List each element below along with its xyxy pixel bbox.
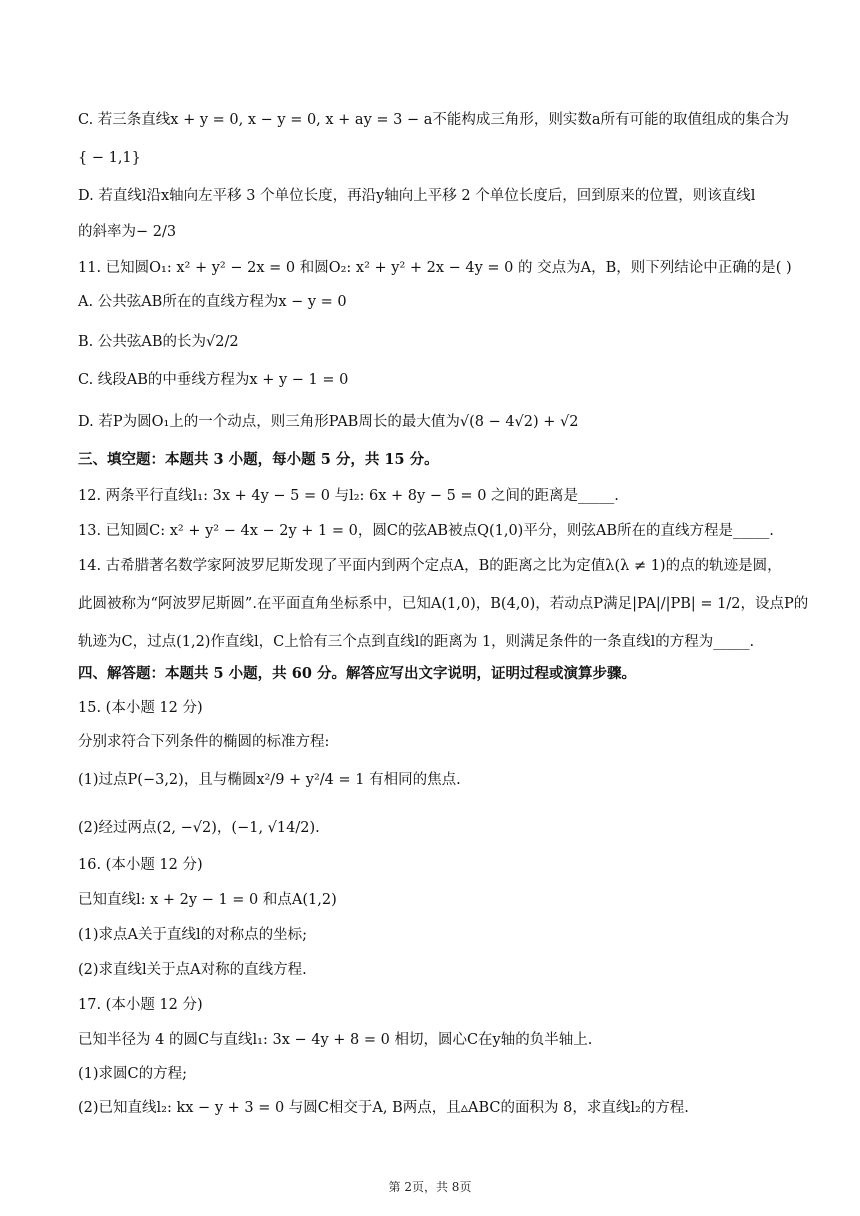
text-line-q12: 12. 两条平行直线l₁: 3x + 4y − 5 = 0 与l₂: 6x + 8y − 5 = 0 之间的距离是_____. xyxy=(78,488,619,504)
text-line-q10c-2: { − 1,1} xyxy=(78,150,141,166)
text-line-q15-intro: 分别求符合下列条件的椭圆的标准方程: xyxy=(78,734,330,750)
text-line-q16-intro: 已知直线l: x + 2y − 1 = 0 和点A(1,2) xyxy=(78,892,337,908)
text-line-q10c-1: C. 若三条直线x + y = 0, x − y = 0, x + ay = 3 − a不能构成三角形，则实数a所有可能的取值组成的集合为 xyxy=(78,112,790,128)
text-line-q11c: C. 线段AB的中垂线方程为x + y − 1 = 0 xyxy=(78,372,349,388)
text-line-q17-1: (1)求圆C的方程; xyxy=(78,1066,188,1082)
text-line-q14-2: 此圆被称为“阿波罗尼斯圆”.在平面直角坐标系中，已知A(1,0)，B(4,0)，若动点P满足|PA|/|PB| = 1/2，设点P的 xyxy=(78,596,809,612)
text-line-q16: 16. (本小题 12 分) xyxy=(78,857,203,873)
text-line-q11: 11. 已知圆O₁: x² + y² − 2x = 0 和圆O₂: x² + y² + 2x − 4y = 0 的 交点为A，B，则下列结论中正确的是( ) xyxy=(78,260,792,276)
text-line-q15-2: (2)经过两点(2, −√2)，(−1, √14/2). xyxy=(78,820,320,836)
text-line-sec4: 四、解答题：本题共 5 小题，共 60 分。解答应写出文字说明，证明过程或演算步骤。 xyxy=(78,665,636,682)
text-line-q10d-1: D. 若直线l沿x轴向左平移 3 个单位长度，再沿y轴向上平移 2 个单位长度后，回到原来的位置，则该直线l xyxy=(78,188,756,204)
text-line-q15-1: (1)过点P(−3,2)，且与椭圆x²/9 + y²/4 = 1 有相同的焦点. xyxy=(78,772,461,788)
text-line-q13: 13. 已知圆C: x² + y² − 4x − 2y + 1 = 0，圆C的弦AB被点Q(1,0)平分，则弦AB所在的直线方程是_____. xyxy=(78,523,774,539)
text-line-q10d-2: 的斜率为− 2/3 xyxy=(78,224,177,240)
text-line-q11a: A. 公共弦AB所在的直线方程为x − y = 0 xyxy=(78,294,347,310)
text-line-q17: 17. (本小题 12 分) xyxy=(78,997,203,1013)
text-line-q14-1: 14. 古希腊著名数学家阿波罗尼斯发现了平面内到两个定点A，B的距离之比为定值λ(λ ≠ 1)的点的轨迹是圆， xyxy=(78,558,782,574)
text-line-q17-intro: 已知半径为 4 的圆C与直线l₁: 3x − 4y + 8 = 0 相切，圆心C在y轴的负半轴上. xyxy=(78,1032,593,1048)
text-line-sec3: 三、填空题：本题共 3 小题，每小题 5 分，共 15 分。 xyxy=(78,451,439,468)
text-line-q11d: D. 若P为圆O₁上的一个动点，则三角形PAB周长的最大值为√(8 − 4√2) + √2 xyxy=(78,414,579,430)
page-footer: 第 2页，共 8页 xyxy=(388,1180,472,1194)
text-line-q16-2: (2)求直线l关于点A对称的直线方程. xyxy=(78,962,307,978)
text-line-q16-1: (1)求点A关于直线l的对称点的坐标; xyxy=(78,927,308,943)
text-line-q15: 15. (本小题 12 分) xyxy=(78,700,203,716)
text-line-q14-3: 轨迹为C，过点(1,2)作直线l，C上恰有三个点到直线l的距离为 1，则满足条件的一条直线l的方程为_____. xyxy=(78,634,755,650)
text-line-q11b: B. 公共弦AB的长为√2/2 xyxy=(78,334,239,350)
text-line-q17-2: (2)已知直线l₂: kx − y + 3 = 0 与圆C相交于A, B两点，且▵ABC的面积为 8，求直线l₂的方程. xyxy=(78,1100,689,1116)
